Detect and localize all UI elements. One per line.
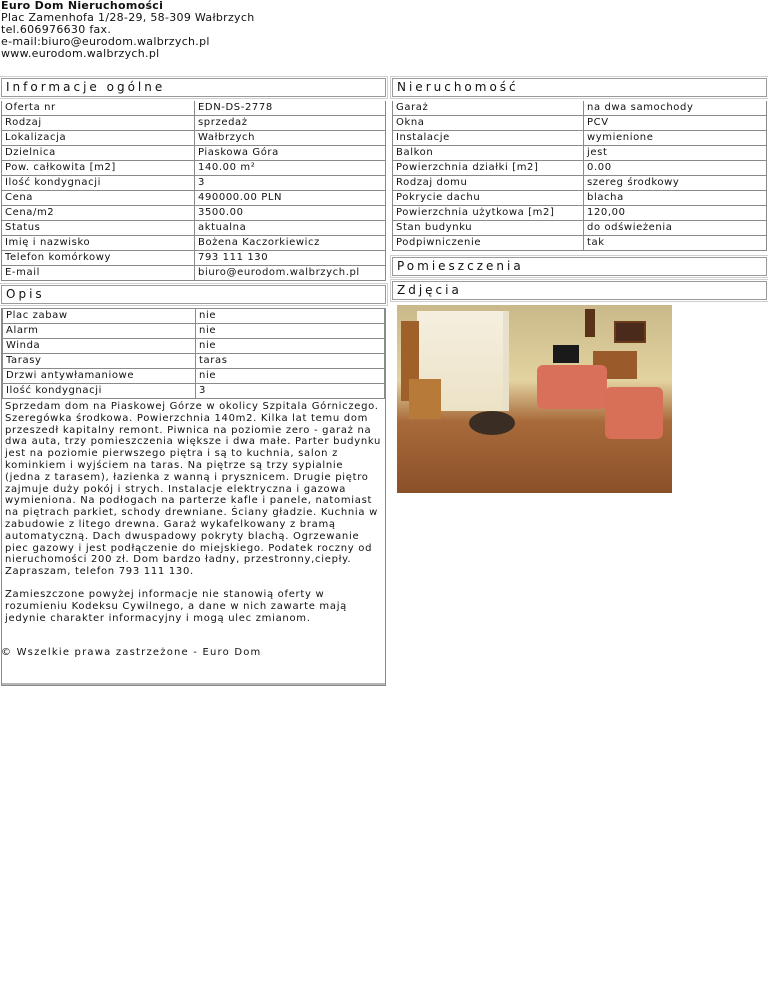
row-value: szereg środkowy xyxy=(584,176,767,191)
table-row xyxy=(393,221,767,236)
row-value: nie xyxy=(196,369,385,384)
row-label: Drzwi antywłamaniowe xyxy=(3,369,196,384)
row-value: taras xyxy=(196,354,385,369)
row-label: Ilość kondygnacji xyxy=(2,176,195,191)
row-label: Oferta nr xyxy=(2,101,195,116)
table-row xyxy=(3,339,385,354)
table-row xyxy=(393,161,767,176)
row-label: Podpiwniczenie xyxy=(393,236,584,251)
opis-description-block xyxy=(2,399,385,624)
row-value: jest xyxy=(584,146,767,161)
company-website: www.eurodom.walbrzych.pl xyxy=(1,47,160,60)
table-row xyxy=(393,206,767,221)
table-row xyxy=(393,191,767,206)
row-value: 120,00 xyxy=(584,206,767,221)
table-row xyxy=(2,251,386,266)
row-label: Telefon komórkowy xyxy=(2,251,195,266)
row-value: PCV xyxy=(584,116,767,131)
legal-disclaimer: Zamieszczone powyżej informacje nie stanowią oferty w rozumieniu Kodeksu Cywilnego, a dane w nich zawarte mają jedynie charakter informacyjny i mogą ulec zmianom. xyxy=(5,588,348,624)
company-name: Euro Dom Nieruchomości xyxy=(1,0,164,12)
table-row xyxy=(2,116,386,131)
row-value: 793 111 130 xyxy=(195,251,386,266)
company-phone: tel.606976630 fax. xyxy=(1,23,112,36)
photo-armchair xyxy=(605,387,663,439)
row-value: nie xyxy=(196,339,385,354)
row-label: Dzielnica xyxy=(2,146,195,161)
table-row xyxy=(393,131,767,146)
table-row xyxy=(2,266,386,281)
opis-box xyxy=(1,308,386,686)
row-value: na dwa samochody xyxy=(584,101,767,116)
property-photo[interactable] xyxy=(397,305,672,493)
row-label: Lokalizacja xyxy=(2,131,195,146)
opis-section-title: Opis xyxy=(1,285,386,304)
row-value: Piaskowa Góra xyxy=(195,146,386,161)
row-value: 3500.00 xyxy=(195,206,386,221)
row-label: Ilość kondygnacji xyxy=(3,384,196,399)
row-label: Cena/m2 xyxy=(2,206,195,221)
left-column xyxy=(1,78,386,686)
company-address: Plac Zamenhofa 1/28-29, 58-309 Wałbrzych xyxy=(1,11,255,24)
row-label: Okna xyxy=(393,116,584,131)
table-row xyxy=(2,176,386,191)
table-row xyxy=(2,206,386,221)
row-value: wymienione xyxy=(584,131,767,146)
info-section-title: Informacje ogólne xyxy=(1,78,386,97)
row-label: Tarasy xyxy=(3,354,196,369)
row-label: Pokrycie dachu xyxy=(393,191,584,206)
table-row xyxy=(3,384,385,399)
row-label: Status xyxy=(2,221,195,236)
row-label: Stan budynku xyxy=(393,221,584,236)
right-column xyxy=(392,78,767,493)
table-row xyxy=(2,146,386,161)
table-row xyxy=(393,236,767,251)
photo-sofa xyxy=(537,365,607,409)
row-label: Plac zabaw xyxy=(3,309,196,324)
nieruchomosc-table xyxy=(392,101,767,251)
row-value: 0.00 xyxy=(584,161,767,176)
photo-picture-frame xyxy=(614,321,646,343)
row-value: nie xyxy=(196,309,385,324)
row-label: Garaż xyxy=(393,101,584,116)
row-label: Balkon xyxy=(393,146,584,161)
table-row xyxy=(393,101,767,116)
table-row xyxy=(393,176,767,191)
table-row xyxy=(2,131,386,146)
row-value: 3 xyxy=(195,176,386,191)
row-label: Winda xyxy=(3,339,196,354)
row-value: Bożena Kaczorkiewicz xyxy=(195,236,386,251)
nieruchomosc-section-title: Nieruchomość xyxy=(392,78,767,97)
table-row xyxy=(2,191,386,206)
company-email: e-mail:biuro@eurodom.walbrzych.pl xyxy=(1,35,210,48)
table-row xyxy=(3,354,385,369)
row-value: tak xyxy=(584,236,767,251)
table-row xyxy=(393,116,767,131)
row-label: E-mail xyxy=(2,266,195,281)
row-value: aktualna xyxy=(195,221,386,236)
row-value: nie xyxy=(196,324,385,339)
row-label: Pow. całkowita [m2] xyxy=(2,161,195,176)
zdjecia-section-title: Zdjęcia xyxy=(392,281,767,300)
row-value: blacha xyxy=(584,191,767,206)
row-label: Imię i nazwisko xyxy=(2,236,195,251)
photo-rug xyxy=(469,411,515,435)
row-label: Alarm xyxy=(3,324,196,339)
row-value: biuro@eurodom.walbrzych.pl xyxy=(195,266,386,281)
row-value: 3 xyxy=(196,384,385,399)
table-row xyxy=(2,221,386,236)
opis-bottom-spacer xyxy=(2,635,385,685)
photo-chair xyxy=(409,379,441,419)
copyright-footer: © Wszelkie prawa zastrzeżone - Euro Dom xyxy=(1,647,262,658)
row-label: Powierzchnia użytkowa [m2] xyxy=(393,206,584,221)
row-label: Instalacje xyxy=(393,131,584,146)
photo-clock xyxy=(585,309,595,337)
table-row xyxy=(2,101,386,116)
row-label: Rodzaj xyxy=(2,116,195,131)
row-value: EDN-DS-2778 xyxy=(195,101,386,116)
info-table xyxy=(1,101,386,281)
table-row xyxy=(2,236,386,251)
row-label: Rodzaj domu xyxy=(393,176,584,191)
row-value: sprzedaż xyxy=(195,116,386,131)
row-value: 490000.00 PLN xyxy=(195,191,386,206)
table-row xyxy=(2,161,386,176)
photo-tv xyxy=(553,345,579,363)
property-description: Sprzedam dom na Piaskowej Górze w okolicy Szpitala Górniczego. Szeregówka środkowa. Powierzchnia 140m2. Kilka lat temu dom przeszedł kapitalny remont. Piwnica na poziomie zero - garaż na dwa auta, trzy pomieszczenia większe i dwa małe. Parter budynku jest na poziomie pierwszego piętra i są to kuchnia, salon z kominkiem i wyjściem na taras. Na piętrze są trzy sypialnie (jedna z tarasem), łazienka z wanną i prysznicem. Drugie piętro zajmuje duży pokój i strych. Instalacje elektryczna i gazowa wymieniona. Na podłogach na parterze kafle i panele, natomiast na piętrach parkiet, schody drewniane. Ściany gładzie. Kuchnia w zabudowie z litego drewna. Garaż wykafelkowany z bramą automatyczną. Dach dwuspadowy pokryty blachą. Ogrzewanie piec gazowy i jest podłączenie do miejskiego. Podatek roczny od nieruchomości 200 zł. Dom bardzo ładny, przestronny,ciepły. Zapraszam, telefon 793 111 130. xyxy=(5,401,382,578)
row-label: Powierzchnia działki [m2] xyxy=(393,161,584,176)
pomieszczenia-section-title: Pomieszczenia xyxy=(392,257,767,276)
agency-header xyxy=(1,0,254,60)
table-row xyxy=(3,309,385,324)
row-label: Cena xyxy=(2,191,195,206)
row-value: do odświeżenia xyxy=(584,221,767,236)
table-row xyxy=(3,369,385,384)
table-row xyxy=(3,324,385,339)
row-value: 140.00 m² xyxy=(195,161,386,176)
table-row xyxy=(393,146,767,161)
row-value: Wałbrzych xyxy=(195,131,386,146)
opis-table xyxy=(2,309,385,399)
